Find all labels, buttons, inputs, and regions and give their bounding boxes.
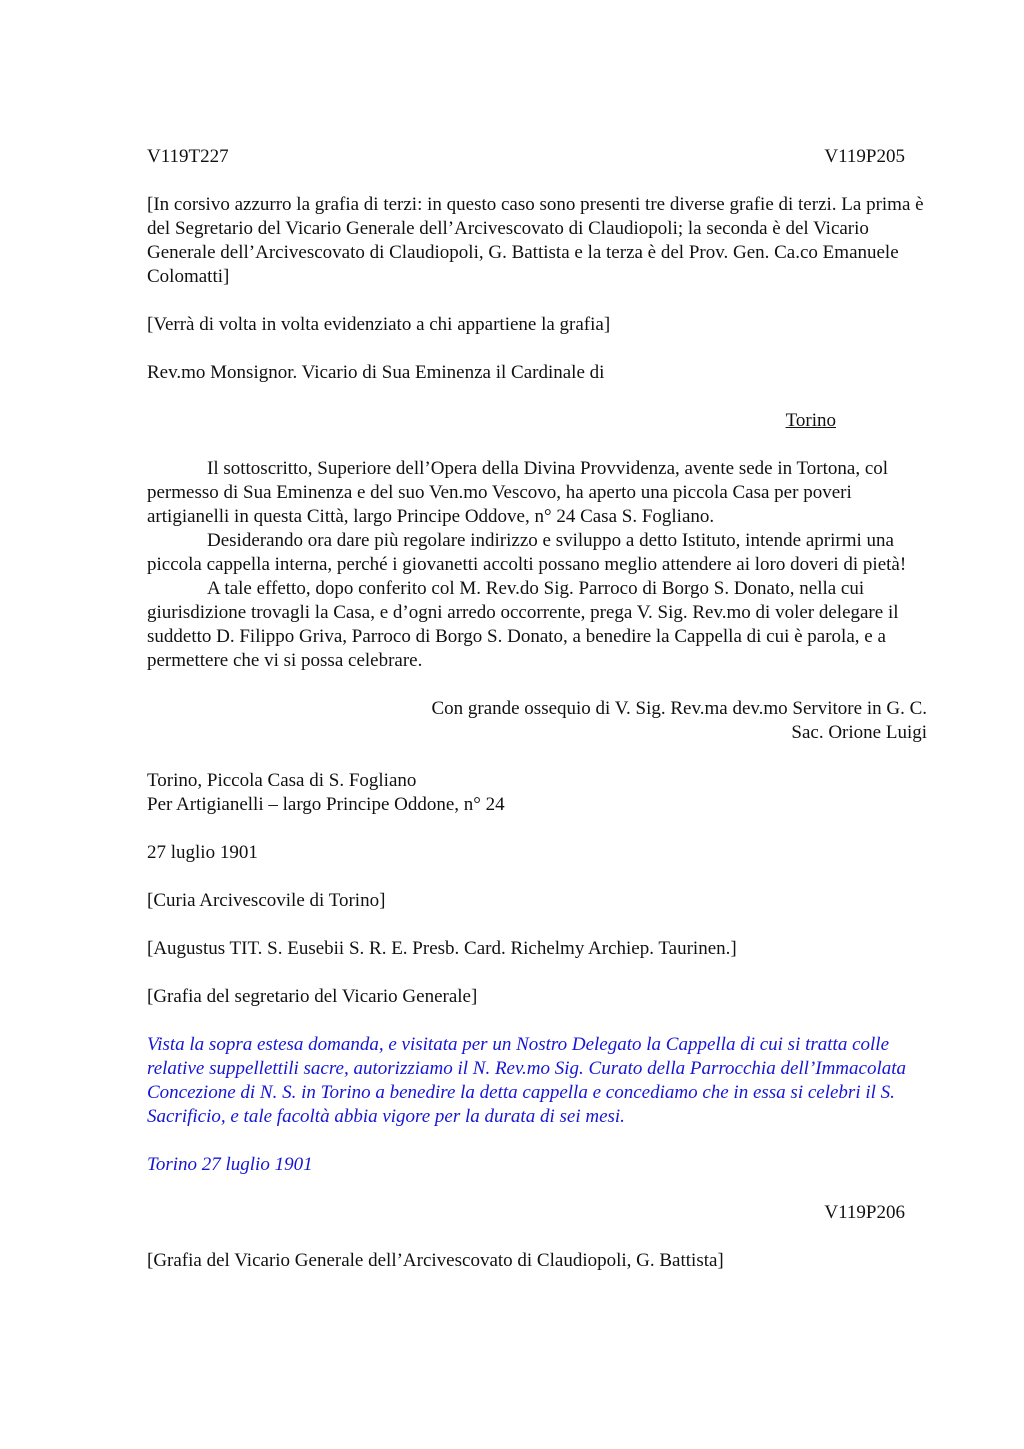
body-paragraph-1: Il sottoscritto, Superiore dell’Opera della Divina Provvidenza, avente sede in Tortona, col permesso di Sua Eminenza e del suo Ven.mo Vescovo, ha aperto una piccola Casa per poveri artigianelli in questa Città, largo Principe Oddove, n° 24 Casa S. Fogliano. <box>147 458 889 527</box>
letter-date: 27 luglio 1901 <box>147 842 258 863</box>
place-line <box>147 409 927 433</box>
signature: Sac. Orione Luigi <box>791 722 927 743</box>
authorization-text: Vista la sopra estesa domanda, e visitata per un Nostro Delegato la Cappella di cui si tratta colle relative suppellettili sacre, autorizziamo il N. Rev.mo Sig. Curato della Parrocchia dell’Immacolata Concezione di N. S. in Torino a benedire la detta cappella e concediamo che in essa si celebri il S. Sacrificio, e tale facoltà abbia vigore per la durata di sei mesi. <box>147 1034 907 1127</box>
ref-right: V119P205 <box>824 146 905 167</box>
curia-note: [Curia Arcivescovile di Torino] <box>147 890 386 911</box>
hand-note-2: [Grafia del Vicario Generale dell’Arcivescovato di Claudiopoli, G. Battista] <box>147 1250 724 1271</box>
body-paragraph-2: Desiderando ora dare più regolare indirizzo e sviluppo a detto Istituto, intende aprirmi una piccola cappella interna, perché i giovanetti accolti possano meglio attendere ai loro doveri di pietà! <box>147 530 907 575</box>
body-paragraph-3: A tale effetto, dopo conferito col M. Rev.do Sig. Parroco di Borgo S. Donato, nella cui giurisdizione trovagli la Casa, e d’ogni arredo occorrente, prega V. Sig. Rev.mo di voler delegare il suddetto D. Filippo Griva, Parroco di Borgo S. Donato, a benedire la Cappella di cui è parola, e a permettere che vi si possa celebrare. <box>147 578 899 671</box>
seal-note: [Augustus TIT. S. Eusebii S. R. E. Presb. Card. Richelmy Archiep. Taurinen.] <box>147 938 737 959</box>
document-page <box>147 145 927 1273</box>
ref-left: V119T227 <box>147 146 229 167</box>
address-line-1: Torino, Piccola Casa di S. Fogliano <box>147 770 417 791</box>
editorial-note: [In corsivo azzurro la grafia di terzi: in questo caso sono presenti tre diverse grafie di terzi. La prima è del Segretario del Vicario Generale dell’Arcivescovato di Claudiopoli; la seconda è del Vicario Generale dell’Arcivescovato di Claudiopoli, G. Battista e la terza è del Prov. Gen. Ca.co Emanuele Colomatti] <box>147 194 924 287</box>
closing-line-1: Con grande ossequio di V. Sig. Rev.ma dev.mo Servitore in G. C. <box>431 698 927 719</box>
hand-note-1: [Grafia del segretario del Vicario Generale] <box>147 986 478 1007</box>
page-ref-2: V119P206 <box>824 1202 905 1223</box>
editorial-note-2: [Verrà di volta in volta evidenziato a chi appartiene la grafia] <box>147 314 611 335</box>
salutation: Rev.mo Monsignor. Vicario di Sua Eminenza il Cardinale di <box>147 362 605 383</box>
place: Torino <box>785 410 836 431</box>
address-line-2: Per Artigianelli – largo Principe Oddone, n° 24 <box>147 794 505 815</box>
header-refs <box>147 145 905 169</box>
authorization-date: Torino 27 luglio 1901 <box>147 1154 313 1175</box>
